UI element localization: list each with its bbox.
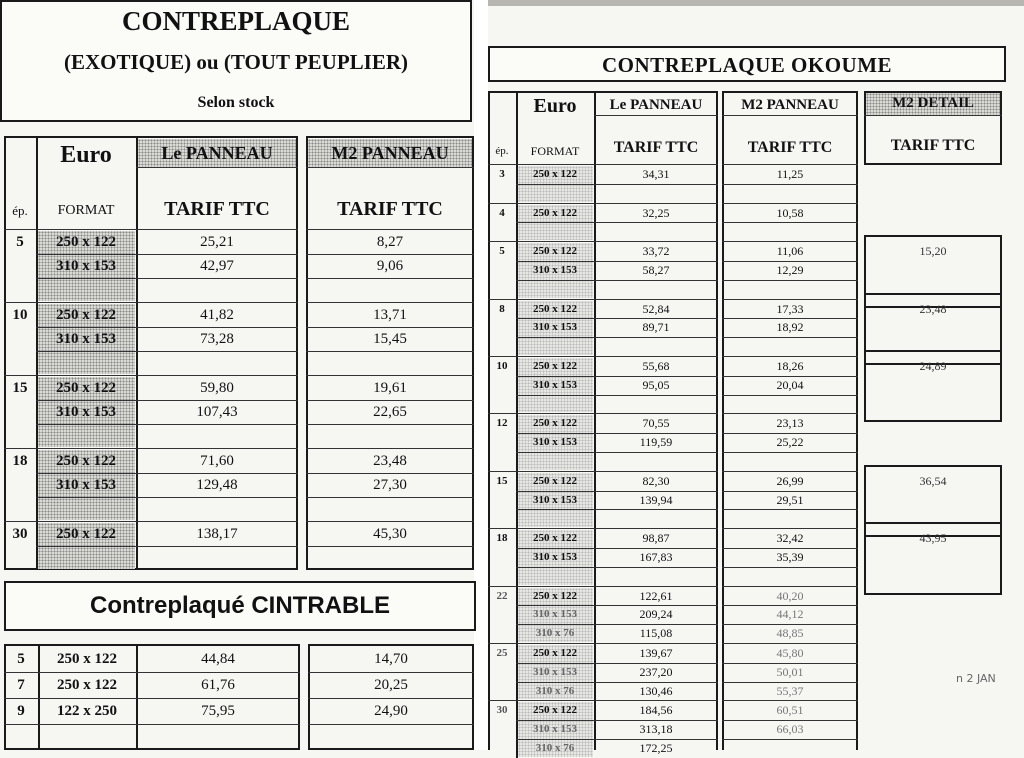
- format-cell: 250 x 122: [533, 704, 577, 717]
- panneau-price: 139,67: [639, 646, 673, 660]
- m2-price: 29,51: [776, 492, 804, 507]
- panneau-price: 55,68: [642, 359, 670, 373]
- row-divider-m2: [308, 724, 474, 725]
- thickness-label: 7: [17, 677, 25, 693]
- m2-price: 12,29: [776, 263, 804, 277]
- panneau-price: 59,80: [200, 380, 234, 396]
- detail-price: 36,54: [919, 473, 947, 488]
- panneau-price: 89,71: [642, 320, 670, 335]
- left-title: CONTREPLAQUE: [121, 6, 351, 36]
- format-cell: 250 x 122: [533, 417, 577, 430]
- row-divider: [516, 222, 718, 223]
- row-divider-m2: [306, 546, 474, 547]
- tarif-header-m2: TARIF TTC: [747, 139, 833, 156]
- panneau-price: 184,56: [639, 703, 673, 718]
- m2-price: 23,48: [373, 453, 407, 469]
- ep-column-divider: [36, 136, 38, 230]
- header-divider-m2: [722, 115, 858, 116]
- m2-price: 11,25: [776, 167, 804, 181]
- row-divider: [516, 395, 718, 396]
- thickness-label: 8: [499, 302, 505, 315]
- thickness-label: 15: [496, 474, 508, 487]
- panneau-price: 34,31: [642, 167, 670, 181]
- okoume-title: CONTREPLAQUE OKOUME: [601, 53, 893, 77]
- panneau-price: 122,61: [639, 588, 673, 603]
- left-note: Selon stock: [197, 94, 275, 111]
- header-divider: [594, 115, 718, 116]
- format-header: FORMAT: [530, 144, 580, 158]
- format-column-divider: [136, 136, 138, 570]
- panneau-price: 32,25: [642, 205, 670, 220]
- detail-price: 24,89: [919, 359, 947, 373]
- m2-price: 13,71: [373, 307, 407, 323]
- format-cell: 250 x 122: [57, 677, 117, 693]
- thickness-label: 25: [496, 647, 508, 659]
- format-cell: 250 x 122: [533, 474, 577, 487]
- format-cell: 250 x 122: [56, 380, 116, 396]
- row-divider-m2: [722, 509, 858, 510]
- header-divider-m2: [306, 167, 474, 168]
- panneau-price: 167,83: [639, 550, 673, 564]
- thickness-label: 5: [499, 245, 505, 258]
- format-cell: 250 x 122: [56, 234, 116, 250]
- m2-price: 20,25: [374, 677, 408, 693]
- panneau-price: 107,43: [196, 404, 238, 420]
- detail-header: M2 DETAIL: [892, 95, 974, 111]
- format-cell: 310 x 76: [535, 742, 575, 754]
- m2-price: 35,39: [776, 550, 804, 564]
- detail-price: 43,95: [919, 531, 947, 546]
- row-divider-m2: [722, 222, 858, 223]
- m2-price: 60,51: [776, 703, 804, 718]
- panneau-price: 25,21: [200, 234, 234, 250]
- thickness-label: 18: [496, 532, 508, 545]
- row-divider: [516, 184, 718, 185]
- panneau-price: 82,30: [642, 473, 670, 488]
- thickness-label: 12: [496, 417, 508, 430]
- panneau-price: 138,17: [196, 526, 238, 542]
- format-cell: 310 x 153: [533, 723, 577, 736]
- format-cell: 250 x 122: [56, 453, 116, 469]
- thickness-label: 4: [499, 206, 505, 219]
- cintrable-title-box: [4, 581, 476, 631]
- m2-price: 45,30: [373, 526, 407, 542]
- date-stamp: n 2 JAN: [956, 672, 996, 685]
- tarif-header-detail: TARIF TTC: [890, 137, 976, 154]
- format-cell: 310 x 153: [533, 321, 577, 334]
- row-divider: [516, 509, 718, 510]
- m2-price: 27,30: [373, 477, 407, 493]
- panneau-price: 52,84: [642, 301, 670, 316]
- format-cell: 310 x 153: [56, 477, 116, 493]
- m2-price: 25,22: [776, 435, 804, 450]
- row-divider: [36, 497, 298, 498]
- row-divider: [516, 280, 718, 281]
- panneau-price: 41,82: [200, 307, 234, 323]
- row-divider-m2: [306, 351, 474, 352]
- format-cell: 250 x 122: [533, 206, 577, 219]
- m2-price: 19,61: [373, 380, 407, 396]
- row-divider: [516, 567, 718, 568]
- m2-price: 55,37: [776, 683, 804, 698]
- euro-header: Euro: [60, 142, 112, 168]
- m2-price: 22,65: [373, 404, 407, 420]
- m2-price: 14,70: [374, 651, 408, 667]
- thickness-label: 5: [17, 651, 25, 667]
- panneau-price: 44,84: [201, 651, 235, 667]
- format-cell: 250 x 122: [533, 647, 577, 659]
- row-divider-m2: [722, 337, 858, 338]
- row-divider-m2: [722, 280, 858, 281]
- tarif-header: TARIF TTC: [164, 198, 270, 220]
- m2-price: 18,92: [776, 320, 804, 335]
- detail-price: 23,48: [919, 301, 947, 316]
- panneau-price: 130,46: [639, 683, 673, 698]
- panneau-price: 70,55: [642, 416, 670, 431]
- m2-price: 10,58: [776, 205, 804, 220]
- format-cell: 310 x 153: [533, 665, 577, 678]
- panneau-price: 61,76: [201, 677, 235, 693]
- m2-price: 18,26: [776, 359, 804, 373]
- m2-price: 11,06: [776, 244, 804, 259]
- format-cell: 310 x 76: [535, 684, 575, 697]
- row-divider-m2: [722, 452, 858, 453]
- m2-header: M2 PANNEAU: [331, 143, 449, 163]
- m2-price: 66,03: [776, 722, 804, 737]
- ep-column-divider: [516, 91, 518, 165]
- okoume-title-box: [488, 46, 1006, 82]
- row-divider-m2: [306, 424, 474, 425]
- m2-price: 8,27: [376, 234, 404, 250]
- m2-price: 26,99: [776, 473, 804, 488]
- panneau-price: 58,27: [642, 263, 670, 277]
- thickness-label: 15: [12, 380, 28, 396]
- row-divider: [36, 351, 298, 352]
- panneau-price: 209,24: [639, 607, 673, 622]
- format-cell: 250 x 122: [533, 168, 577, 180]
- format-cell: 310 x 153: [56, 331, 116, 347]
- panneau-price: 73,28: [200, 331, 234, 347]
- format-cell: 250 x 122: [57, 651, 117, 667]
- panneau-price: 237,20: [639, 664, 673, 679]
- format-cell: 310 x 153: [56, 258, 116, 274]
- format-cell: 310 x 76: [535, 627, 575, 640]
- m2-price: 45,80: [776, 646, 804, 660]
- header-divider-detail: [864, 115, 1002, 116]
- m2-price: 50,01: [776, 664, 804, 679]
- panneau-price: 115,08: [639, 626, 673, 641]
- m2-price: 44,12: [776, 607, 804, 622]
- m2-price: 24,90: [374, 703, 408, 719]
- format-cell: 310 x 153: [533, 608, 577, 621]
- okoume-price-table: [486, 91, 1006, 755]
- euro-header: Euro: [533, 95, 577, 117]
- format-cell: 250 x 122: [533, 532, 577, 545]
- row-divider-m2: [306, 497, 474, 498]
- format-cell: 310 x 153: [533, 264, 577, 276]
- thickness-label: 5: [16, 234, 24, 250]
- format-cell: 310 x 153: [533, 436, 577, 449]
- panneau-price: 95,05: [642, 377, 670, 392]
- row-divider: [36, 278, 298, 279]
- m2-price: 32,42: [776, 531, 804, 546]
- row-divider-m2: [722, 395, 858, 396]
- format-cell: 250 x 122: [533, 245, 577, 258]
- format-cell: 250 x 122: [533, 360, 577, 372]
- thickness-label: 18: [12, 453, 28, 469]
- panneau-price: 98,87: [642, 531, 670, 546]
- m2-price: 20,04: [776, 377, 804, 392]
- panneau-price: 129,48: [196, 477, 238, 493]
- format-cell: 250 x 122: [56, 307, 116, 323]
- cintrable-title: Contreplaqué CINTRABLE: [90, 592, 390, 619]
- thickness-label: 30: [12, 526, 28, 542]
- panneau-price: 172,25: [639, 741, 673, 755]
- left-subtitle: (EXOTIQUE) ou (TOUT PEUPLIER): [63, 50, 409, 74]
- tarif-header-m2: TARIF TTC: [337, 198, 443, 220]
- panneau-price: 42,97: [200, 258, 234, 274]
- thickness-label: 9: [17, 703, 25, 719]
- thickness-label: 30: [496, 704, 508, 717]
- format-cell: 122 x 250: [57, 703, 117, 719]
- panneau-price: 139,94: [639, 492, 673, 507]
- panneau-header: Le PANNEAU: [609, 97, 703, 113]
- panneau-price: 119,59: [639, 435, 673, 450]
- thickness-label: 3: [499, 168, 505, 180]
- header-divider: [136, 167, 298, 168]
- row-divider: [4, 724, 300, 725]
- row-divider: [36, 546, 298, 547]
- detail-price: 15,20: [919, 244, 947, 259]
- row-divider: [516, 452, 718, 453]
- m2-price: 9,06: [376, 258, 404, 274]
- thickness-label: 10: [496, 360, 508, 372]
- row-divider: [516, 337, 718, 338]
- scan-edge: [488, 0, 1024, 6]
- left-price-table: [0, 136, 476, 572]
- panneau-price: 75,95: [201, 703, 235, 719]
- left-title-box: [0, 0, 472, 122]
- row-divider-m2: [722, 184, 858, 185]
- format-cell: 310 x 153: [533, 378, 577, 391]
- m2-price: 15,45: [373, 331, 407, 347]
- panneau-price: 71,60: [200, 453, 234, 469]
- row-divider-m2: [722, 567, 858, 568]
- format-cell: 310 x 153: [56, 404, 116, 420]
- format-cell: 310 x 153: [533, 493, 577, 506]
- cintrable-price-table: [0, 644, 476, 750]
- format-cell: 250 x 122: [533, 302, 577, 315]
- m2-price: 17,33: [776, 301, 804, 316]
- ep-header: ép.: [495, 145, 509, 157]
- format-cell: 250 x 122: [56, 526, 116, 542]
- format-cell: 250 x 122: [533, 589, 577, 602]
- m2-price: 48,85: [776, 626, 804, 641]
- m2-price: 40,20: [776, 588, 804, 603]
- m2-price: 23,13: [776, 416, 804, 431]
- row-divider: [36, 424, 298, 425]
- thickness-label: 22: [496, 589, 508, 602]
- ep-header: ép.: [12, 203, 28, 218]
- format-header: FORMAT: [57, 203, 115, 218]
- m2-header: M2 PANNEAU: [741, 97, 839, 113]
- row-divider-m2: [306, 278, 474, 279]
- thickness-label: 10: [12, 307, 28, 323]
- panneau-price: 33,72: [642, 244, 670, 259]
- m2-price: [722, 739, 858, 758]
- format-cell: 310 x 153: [533, 551, 577, 563]
- panneau-header: Le PANNEAU: [161, 143, 273, 163]
- tarif-header: TARIF TTC: [613, 139, 699, 156]
- panneau-price: 313,18: [639, 722, 673, 737]
